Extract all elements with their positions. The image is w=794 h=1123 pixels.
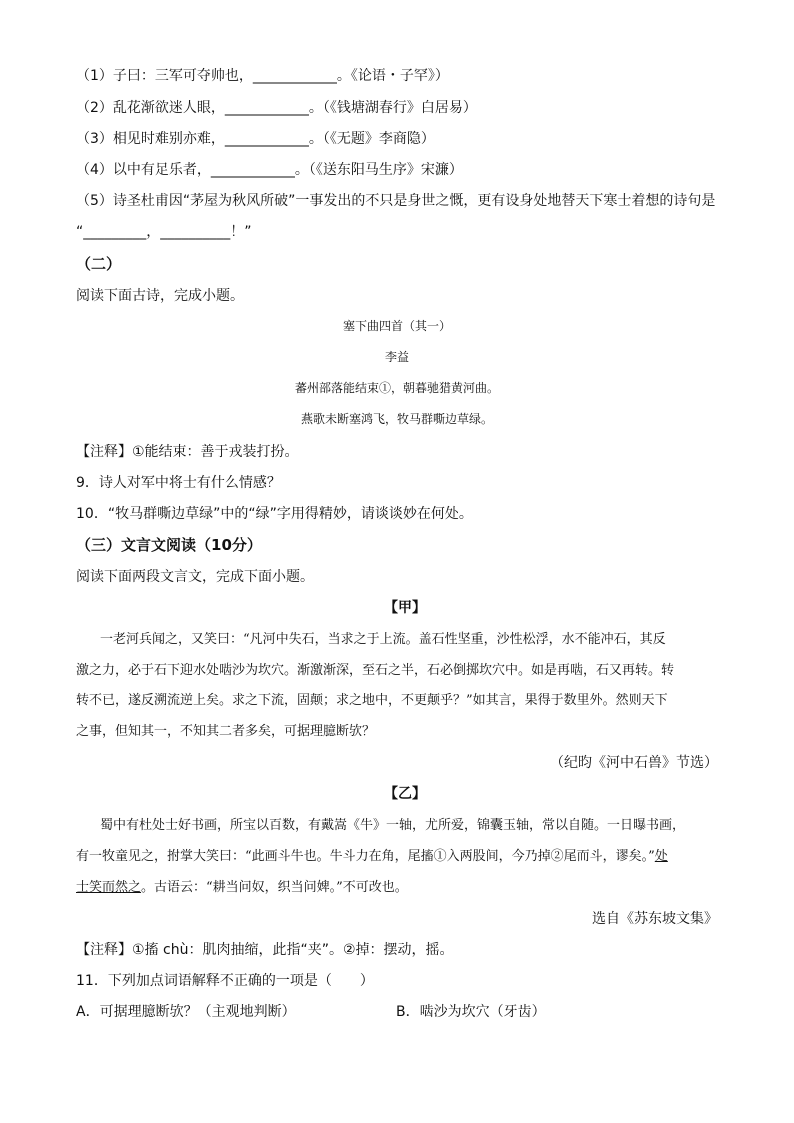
passage-jia-line-3: 转不已，遂反溯流逆上矣。求之下流，固颠；求之地中，不更颠乎？”如其言，果得于数里外。然则天下 bbox=[76, 693, 668, 708]
fill-blank-1: （1）子曰：三军可夺帅也，____________。《论语・子罕》） bbox=[76, 68, 449, 84]
passage-jia-source: （纪昀《河中石兽》节选） bbox=[550, 755, 718, 771]
section3-heading: （三）文言文阅读（10分） bbox=[76, 536, 262, 554]
passage-jia-label: 【甲】 bbox=[384, 600, 426, 616]
passage-yi-line-2-text: 有一牧童见之，拊掌大笑曰：“此画斗牛也。牛斗力在角，尾搐①入两股间，今乃掉②尾而斗，谬矣。” bbox=[76, 849, 655, 864]
passage-yi-line-2 bbox=[76, 847, 668, 867]
poem-title: 塞下曲四首（其一） bbox=[342, 319, 451, 333]
passage-yi-underlined-end: 处 bbox=[654, 849, 668, 864]
poem-note: 【注释】①能结束：善于戎装打扮。 bbox=[76, 444, 299, 460]
fill-blank-5-answer: “_________，__________！” bbox=[76, 224, 252, 240]
poem-line-2: 燕歌未断塞鸿飞，牧马群嘶边草绿。 bbox=[300, 412, 493, 426]
fill-blank-4: （4）以中有足乐者，____________。（《送东阳马生序》宋濂） bbox=[76, 162, 463, 178]
fill-blank-5: （5）诗圣杜甫因“茅屋为秋风所破”一事发出的不只是身世之慨，更有设身处地替天下寒士着想的诗句是 bbox=[76, 193, 716, 209]
question-9: 9．诗人对军中将士有什么情感？ bbox=[76, 475, 281, 491]
option-b: B．啮沙为坎穴（牙齿） bbox=[396, 1004, 546, 1020]
section3-instruction: 阅读下面两段文言文，完成下面小题。 bbox=[76, 569, 314, 585]
passage-yi-line-1: 蜀中有杜处士好书画，所宝以百数，有戴嵩《牛》一轴，尤所爱，锦囊玉轴，常以自随。一日曝书画， bbox=[100, 818, 686, 833]
poem-line-1: 蕃州部落能结束①，朝暮驰猎黄河曲。 bbox=[294, 381, 499, 395]
question-10: 10．“牧马群嘶边草绿”中的“绿”字用得精妙，请谈谈妙在何处。 bbox=[76, 506, 473, 522]
passage-jia-line-4: 之事，但知其一，不知其二者多矣，可据理臆断欤？ bbox=[76, 724, 376, 739]
passage-yi-line-3-rest: 。古语云：“耕当问奴，织当问婢。”不可改也。 bbox=[141, 880, 408, 895]
question-11: 11．下列加点词语解释不正确的一项是（ ） bbox=[76, 973, 374, 989]
passage-jia-line-1: 一老河兵闻之，又笑曰：“凡河中失石，当求之于上流。盖石性坚重，沙性松浮，水不能冲石，其反 bbox=[100, 632, 666, 647]
passage-yi-label: 【乙】 bbox=[384, 786, 426, 802]
fill-blank-2: （2）乱花渐欲迷人眼，____________。（《钱塘湖春行》白居易） bbox=[76, 100, 477, 116]
passage-yi-line-3 bbox=[76, 878, 408, 898]
fill-blank-3: （3）相见时难别亦难，____________。（《无题》李商隐） bbox=[76, 131, 435, 147]
passage-note: 【注释】①搐 chù：肌肉抽缩，此指“夹”。②掉：摆动，摇。 bbox=[76, 942, 454, 958]
passage-yi-source: 选自《苏东坡文集》 bbox=[592, 911, 718, 927]
section2-instruction: 阅读下面古诗，完成小题。 bbox=[76, 288, 244, 304]
section2-heading: （二） bbox=[76, 255, 122, 273]
passage-jia-line-2: 激之力，必于石下迎水处啮沙为坎穴。渐激渐深，至石之半，石必倒掷坎穴中。如是再啮，石又再转。转 bbox=[76, 663, 675, 678]
poem-author: 李益 bbox=[384, 350, 409, 364]
passage-yi-underlined: 士笑而然之 bbox=[76, 880, 142, 895]
option-a: A．可据理臆断欤？（主观地判断） bbox=[76, 1004, 296, 1020]
